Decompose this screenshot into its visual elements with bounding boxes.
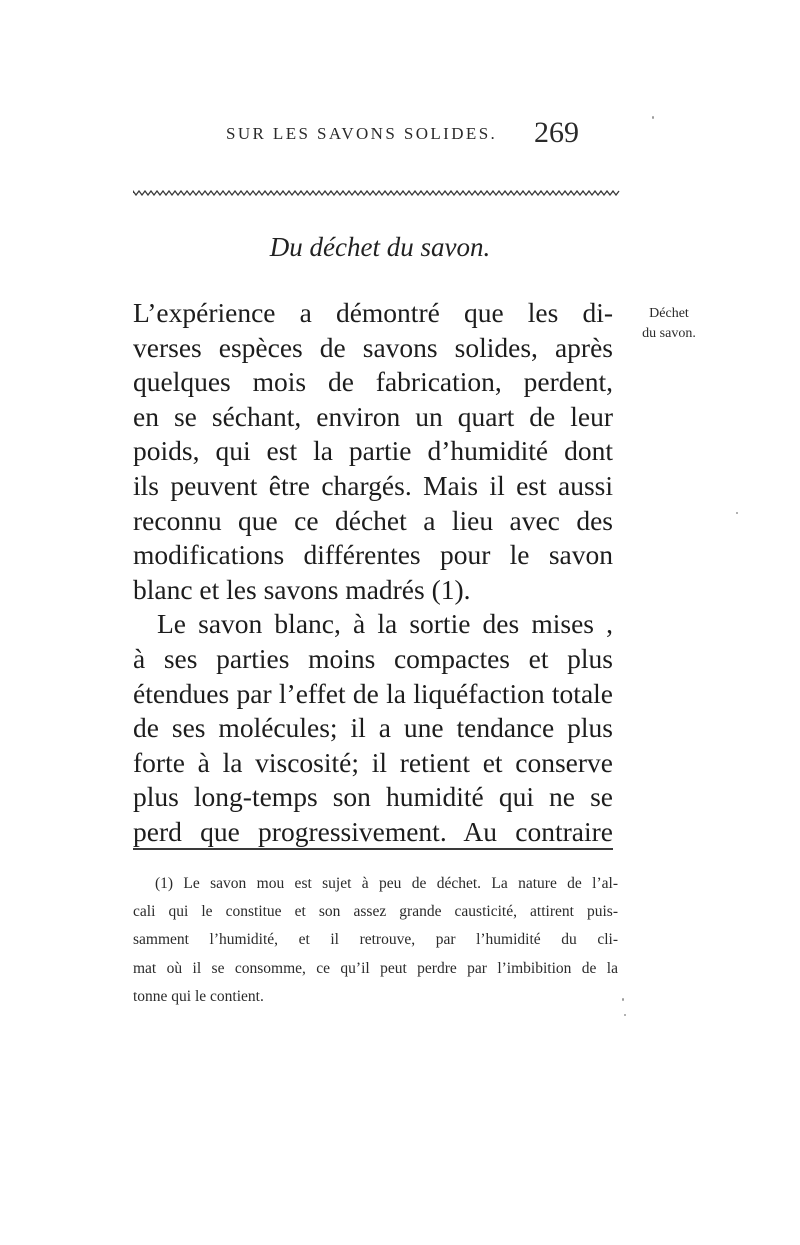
body-line: plus long-temps son humidité qui ne se [133, 781, 613, 813]
footnote [133, 870, 618, 1011]
paper-speck [622, 998, 624, 1001]
body-line: en se séchant, environ un quart de leur [133, 400, 613, 432]
body-line: modifications différentes pour le savon [133, 539, 613, 571]
body-line: perd que progressivement. Au contraire [133, 815, 613, 847]
body-line: L’expérience a démontré que les di- [133, 297, 613, 328]
footnote-divider [133, 848, 613, 850]
paper-speck [736, 512, 738, 514]
body-text [133, 296, 613, 850]
body-line: blanc et les savons madrés (1). [133, 573, 471, 605]
body-line: de ses molécules; il a une tendance plus [133, 712, 613, 744]
ornamental-rule [133, 190, 620, 196]
body-line: reconnu que ce déchet a lieu avec des [133, 504, 613, 536]
margin-note-line: du savon. [642, 326, 696, 341]
paper-speck [624, 1014, 626, 1016]
section-title: Du déchet du savon. [269, 232, 491, 262]
running-head: SUR LES SAVONS SOLIDES. [226, 124, 498, 143]
body-line: poids, qui est la partie d’humidité dont [133, 435, 613, 467]
margin-note [634, 304, 704, 344]
body-line: quelques mois de fabrication, perdent, [133, 366, 613, 398]
body-line: à ses parties moins compactes et plus [133, 642, 613, 674]
footnote-line: tonne qui le contient. [133, 987, 264, 1005]
page-number: 269 [534, 116, 579, 149]
footnote-line: cali qui le constitue et son assez grande causticité, attirent puis- [133, 903, 618, 921]
footnote-line: mat où il se consomme, ce qu’il peut perdre par l’imbibition de la [133, 959, 618, 977]
body-line: verses espèces de savons solides, après [133, 331, 613, 363]
body-line: ils peuvent être chargés. Mais il est aussi [133, 469, 613, 501]
margin-note-line: Déchet [649, 306, 689, 321]
body-line: forte à la viscosité; il retient et conserve [133, 746, 613, 778]
footnote-line: samment l’humidité, et il retrouve, par l’humidité du cli- [133, 931, 618, 949]
body-line: Le savon blanc, à la sortie des mises , [157, 608, 613, 640]
footnote-line: (1) Le savon mou est sujet à peu de déchet. La nature de l’al- [155, 875, 618, 892]
paper-speck [652, 116, 654, 119]
body-line: étendues par l’effet de la liquéfaction totale [133, 677, 613, 709]
